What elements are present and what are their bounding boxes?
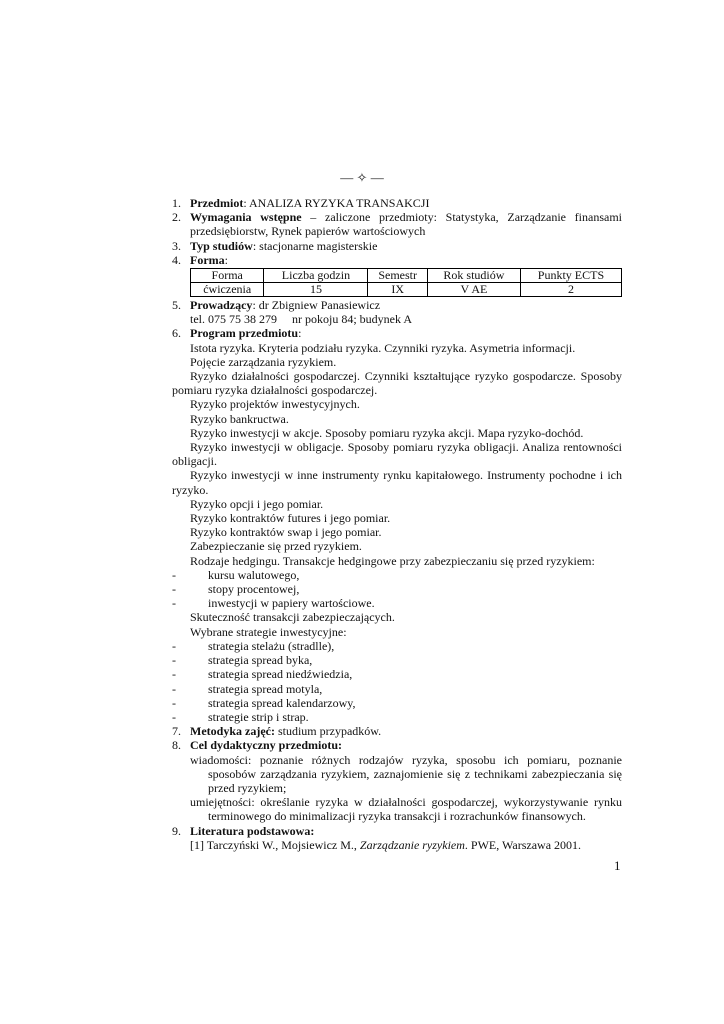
list-item [172,582,622,596]
list-item [172,568,622,582]
table-row [191,283,622,297]
section-number: 7. [172,724,181,739]
dash-bullet: - [172,596,176,611]
section-label: Cel dydaktyczny przedmiotu: [190,738,342,753]
section-prerequisites [172,210,622,238]
list-item-text: kursu walutowego, [208,567,300,582]
section-label: Prowadzący [190,298,253,313]
goal-item: umiejętności: określanie ryzyka w działalności gospodarczej, wykorzystywanie rynku terminowego do minimalizacji ryzyka transakcji i rozrachunków finansowych. [190,795,622,824]
dash-bullet: - [172,681,176,696]
ornament: — ✧ — [340,170,384,185]
table-cell: IX [368,283,428,297]
section-lecturer [172,298,622,326]
section-subject [172,196,622,210]
section-number: 6. [172,326,181,341]
program-item: Ryzyko kontraktów futures i jego pomiar. [190,511,391,526]
dash-bullet: - [172,695,176,710]
list-item-text: strategia spread motyla, [208,681,323,696]
goal-item: wiadomości: poznanie różnych rodzajów ryzyka, sposobu ich pomiaru, poznanie sposobów zarządzania ryzykiem, zaznajomienie się z technikami zabezpieczania się przed ryzykiem; [190,752,622,795]
list-item-text: strategia spread kalendarzowy, [208,695,356,710]
list-item [172,667,622,681]
section-number: 5. [172,298,181,313]
literature-item [172,838,622,852]
section-literature [172,824,622,838]
section-label: Przedmiot [190,196,244,210]
program-item: Pojęcie zarządzania ryzykiem. [190,354,337,369]
section-study-type [172,239,622,253]
program-colon: : [298,326,302,341]
table-cell: V AE [427,283,520,297]
section-number: 1. [172,196,181,210]
table-header-cell: Punkty ECTS [520,269,621,283]
program-item: Rodzaje hedgingu. Transakcje hedgingowe przy zabezpieczaniu się przed ryzykiem: [190,553,595,568]
syllabus-content [172,196,622,852]
dash-bullet: - [172,567,176,582]
section-label: Forma [190,252,225,267]
subject-value: : ANALIZA RYZYKA TRANSAKCJI [243,196,430,210]
program-item: Ryzyko działalności gospodarczej. Czynniki kształtujące ryzyko gospodarcze. Sposoby pomiaru ryzyka działalności gospodarczej. [172,369,622,398]
section-goals [172,738,622,752]
list-item [172,682,622,696]
section-number: 8. [172,738,181,753]
section-number: 3. [172,238,181,253]
table-cell: 15 [264,283,368,297]
table-cell: ćwiczenia [191,283,264,297]
list-item [172,639,622,653]
section-label: Program przedmiotu [190,326,299,341]
dash-bullet: - [172,582,176,597]
section-number: 4. [172,252,181,267]
list-item [172,710,622,724]
section-program [172,326,622,340]
section-label: Literatura podstawowa: [190,823,315,838]
table-header-row [191,269,622,283]
program-item: Wybrane strategie inwestycyjne: [190,624,347,639]
list-item-text: inwestycji w papiery wartościowe. [208,596,375,611]
program-item: Istota ryzyka. Kryteria podziału ryzyka. Czynniki ryzyka. Asymetria informacji. [190,340,576,355]
program-item: Ryzyko inwestycji w obligacje. Sposoby pomiaru ryzyka obligacji. Analiza rentowności obligacji. [172,440,622,469]
section-number: 2. [172,210,181,225]
program-item: Zabezpieczanie się przed ryzykiem. [190,539,362,554]
literature-authors: [1] Tarczyński W., Mojsiewicz M., [190,837,360,852]
table-header-cell: Rok studiów [427,269,520,283]
program-item: Ryzyko inwestycji w inne instrumenty rynku kapitałowego. Instrumenty pochodne i ich ryzyko. [172,468,622,497]
table-header-cell: Semestr [368,269,428,283]
dash-bullet: - [172,667,176,682]
form-table [190,268,622,297]
dash-bullet: - [172,653,176,668]
program-item: Ryzyko opcji i jego pomiar. [190,496,324,511]
list-item-text: strategia spread niedźwiedzia, [208,667,353,682]
program-item: Skuteczność transakcji zabezpieczających. [190,610,395,625]
list-item [172,696,622,710]
program-item: Ryzyko projektów inwestycyjnych. [190,397,360,412]
table-header-cell: Forma [191,269,264,283]
lecturer-value: : dr Zbigniew Panasiewicz [252,298,381,313]
section-form [172,253,622,267]
list-item [172,596,622,610]
program-item: Ryzyko bankructwa. [190,411,289,426]
list-item-text: strategia spread byka, [208,653,313,668]
prerequisites-value: – zaliczone przedmioty: Statystyka, Zarządzanie finansami przedsiębiorstw, Rynek papierów wartościowych [190,210,623,239]
program-item: Ryzyko kontraktów swap i jego pomiar. [190,525,382,540]
table-header-cell: Liczba godzin [264,269,368,283]
section-number: 9. [172,823,181,838]
list-item-text: strategie strip i strap. [208,709,309,724]
form-colon: : [224,252,228,267]
list-item [172,653,622,667]
literature-title: Zarządzanie ryzykiem [359,837,465,852]
lecturer-contact: tel. 075 75 38 279 nr pokoju 84; budynek A [190,312,412,327]
program-item: Ryzyko inwestycji w akcje. Sposoby pomiaru ryzyka akcji. Mapa ryzyko-dochód. [190,425,584,440]
section-methodology [172,724,622,738]
section-label: Metodyka zajęć: [190,724,275,739]
literature-publisher: . PWE, Warszawa 2001. [464,837,582,852]
study-type-value: : stacjonarne magisterskie [252,238,378,253]
list-item-text: strategia stelażu (stradlle), [208,638,335,653]
section-label: Wymagania wstępne [190,210,302,225]
table-cell: 2 [520,283,621,297]
dash-bullet: - [172,709,176,724]
page-number: 1 [614,858,621,873]
list-item-text: stopy procentowej, [208,582,300,597]
section-label: Typ studiów [190,238,253,253]
dash-bullet: - [172,638,176,653]
methodology-value: studium przypadków. [274,724,382,739]
